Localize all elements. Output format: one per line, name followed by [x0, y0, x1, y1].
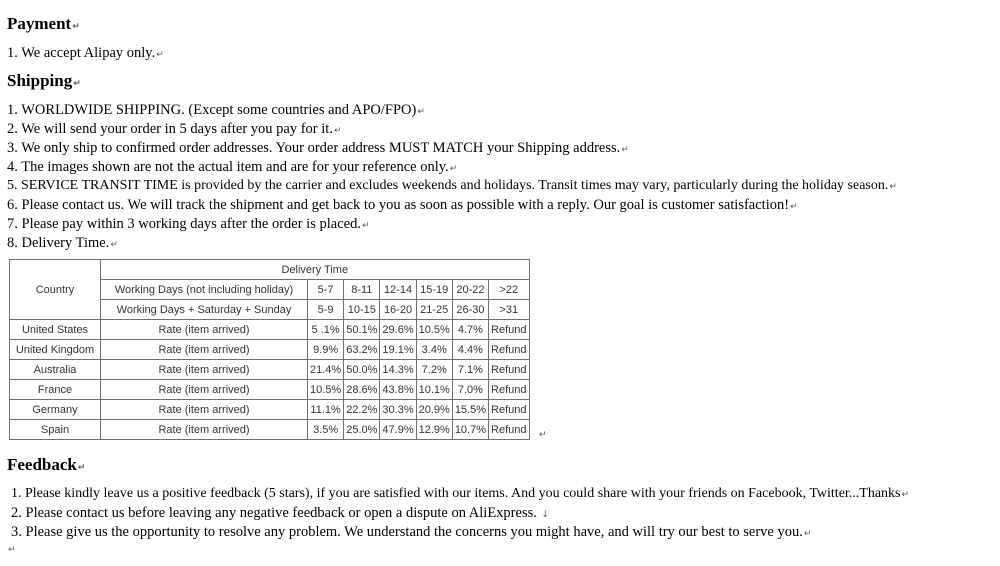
- shipping-item-1: 1. WORLDWIDE SHIPPING. (Except some countries and APO/FPO)↵: [7, 102, 425, 118]
- working-days-range: 15-19: [416, 280, 452, 300]
- rate-cell: 43.8%: [380, 380, 416, 400]
- rate-label-cell: Rate (item arrived): [101, 340, 308, 360]
- working-days-range: 8-11: [344, 280, 380, 300]
- table-row: [10, 360, 530, 380]
- shipping-heading: Shipping↵: [7, 71, 81, 90]
- paragraph-mark-icon: ↵: [333, 126, 342, 136]
- rate-cell: Refund: [489, 360, 529, 380]
- working-days-weekend-range: 10-15: [344, 300, 380, 320]
- shipping-item-5: 5. SERVICE TRANSIT TIME is provided by the carrier and excludes weekends and holidays. Transit times may vary, particularly during the holiday season.↵: [7, 178, 897, 193]
- rate-cell: 11.1%: [308, 400, 344, 420]
- shipping-item-8: 8. Delivery Time.↵: [7, 235, 118, 251]
- rate-cell: Refund: [489, 400, 529, 420]
- country-cell: United States: [10, 320, 101, 340]
- paragraph-mark-icon: ↵: [417, 107, 425, 117]
- rate-cell: 9.9%: [308, 340, 344, 360]
- feedback-item-3: 3. Please give us the opportunity to resolve any problem. We understand the concerns you might have, and will try our best to serve you.↵: [11, 524, 812, 540]
- rate-cell: Refund: [489, 380, 529, 400]
- rate-label-cell: Rate (item arrived): [101, 380, 308, 400]
- shipping-item-6: 6. Please contact us. We will track the shipment and get back to you as soon as possible with a reply. Our goal is customer satisfaction!↵: [7, 197, 798, 213]
- country-cell: Spain: [10, 420, 101, 440]
- rate-cell: 4.7%: [452, 320, 488, 340]
- rate-label-cell: Rate (item arrived): [101, 360, 308, 380]
- country-cell: France: [10, 380, 101, 400]
- rate-cell: 20.9%: [416, 400, 452, 420]
- paragraph-mark-icon: ↵: [110, 240, 118, 250]
- table-row: [10, 420, 530, 440]
- paragraph-mark-icon: ↵: [901, 490, 910, 500]
- rate-cell: 50.1%: [344, 320, 380, 340]
- rate-cell: 10.5%: [308, 380, 344, 400]
- feedback-item-2: 2. Please contact us before leaving any negative feedback or open a dispute on AliExpress. ↓: [11, 505, 550, 521]
- rate-cell: Refund: [489, 340, 529, 360]
- rate-cell: 21.4%: [308, 360, 344, 380]
- payment-heading: Payment↵: [7, 14, 80, 33]
- paragraph-mark-icon: ↵: [8, 545, 16, 555]
- table-row: [10, 320, 530, 340]
- shipping-item-4: 4. The images shown are not the actual item and are for your reference only.↵: [7, 159, 458, 175]
- rate-cell: 7.0%: [452, 380, 488, 400]
- rate-cell: 28.6%: [344, 380, 380, 400]
- shipping-item-2: 2. We will send your order in 5 days after you pay for it.↵: [7, 121, 342, 137]
- rate-cell: 22.2%: [344, 400, 380, 420]
- working-days-range: 12-14: [380, 280, 416, 300]
- paragraph-mark-icon: ↵: [73, 79, 81, 89]
- working-days-weekend-range: >31: [489, 300, 529, 320]
- rate-label-cell: Rate (item arrived): [101, 420, 308, 440]
- paragraph-mark-icon: ↵: [72, 22, 80, 32]
- rate-cell: 14.3%: [380, 360, 416, 380]
- paragraph-mark-icon: ↵: [803, 529, 812, 539]
- rate-cell: 3.5%: [308, 420, 344, 440]
- rate-cell: 10.5%: [416, 320, 452, 340]
- rate-cell: 10.1%: [416, 380, 452, 400]
- working-days-weekend-range: 16-20: [380, 300, 416, 320]
- rate-cell: 7.1%: [452, 360, 488, 380]
- paragraph-mark-icon: ↵: [449, 164, 458, 174]
- paragraph-mark-icon: ↵: [156, 50, 164, 60]
- working-days-weekend-range: 21-25: [416, 300, 452, 320]
- table-header-row: [10, 260, 530, 280]
- shipping-item-7: 7. Please pay within 3 working days after the order is placed.↵: [7, 216, 370, 232]
- delivery-time-header: Delivery Time: [101, 260, 530, 280]
- rate-cell: 4.4%: [452, 340, 488, 360]
- table-row: [10, 400, 530, 420]
- paragraph-mark-icon: ↵: [790, 202, 798, 212]
- country-header: Country: [10, 260, 101, 320]
- rate-label-cell: Rate (item arrived): [101, 320, 308, 340]
- rate-cell: 50.0%: [344, 360, 380, 380]
- paragraph-mark-icon: ↵: [621, 145, 629, 155]
- rate-cell: 7.2%: [416, 360, 452, 380]
- table-row: [10, 340, 530, 360]
- rate-cell: Refund: [489, 420, 529, 440]
- payment-item-1: 1. We accept Alipay only.↵: [7, 45, 164, 61]
- paragraph-mark-icon: ↵: [539, 430, 547, 440]
- shipping-item-3: 3. We only ship to confirmed order addresses. Your order address MUST MATCH your Shipping address.↵: [7, 140, 629, 156]
- working-days-weekend-label: Working Days + Saturday + Sunday: [101, 300, 308, 320]
- paragraph-mark-icon: ↵: [361, 221, 370, 231]
- rate-cell: 15.5%: [452, 400, 488, 420]
- rate-cell: 25.0%: [344, 420, 380, 440]
- working-days-range: 20-22: [452, 280, 488, 300]
- rate-cell: 5 .1%: [308, 320, 344, 340]
- country-cell: United Kingdom: [10, 340, 101, 360]
- working-days-range: 5-7: [308, 280, 344, 300]
- rate-cell: 63.2%: [344, 340, 380, 360]
- rate-cell: 19.1%: [380, 340, 416, 360]
- feedback-heading: Feedback↵: [7, 455, 86, 474]
- rate-cell: 12.9%: [416, 420, 452, 440]
- paragraph-mark-icon: ↵: [889, 182, 897, 192]
- feedback-item-1: 1. Please kindly leave us a positive feedback (5 stars), if you are satisfied with our items. And you could share with your friends on Facebook, Twitter...Thanks↵: [11, 486, 910, 501]
- rate-label-cell: Rate (item arrived): [101, 400, 308, 420]
- line-break-icon: ↓: [541, 510, 550, 520]
- rate-cell: 10.7%: [452, 420, 488, 440]
- country-cell: Australia: [10, 360, 101, 380]
- rate-cell: 47.9%: [380, 420, 416, 440]
- working-days-weekend-range: 5-9: [308, 300, 344, 320]
- rate-cell: 3.4%: [416, 340, 452, 360]
- rate-cell: Refund: [489, 320, 529, 340]
- paragraph-mark-icon: ↵: [77, 463, 86, 473]
- rate-cell: 30.3%: [380, 400, 416, 420]
- delivery-time-table: [9, 259, 530, 440]
- table-row: [10, 380, 530, 400]
- working-days-range: >22: [489, 280, 529, 300]
- working-days-weekend-range: 26-30: [452, 300, 488, 320]
- country-cell: Germany: [10, 400, 101, 420]
- working-days-label: Working Days (not including holiday): [101, 280, 308, 300]
- rate-cell: 29.6%: [380, 320, 416, 340]
